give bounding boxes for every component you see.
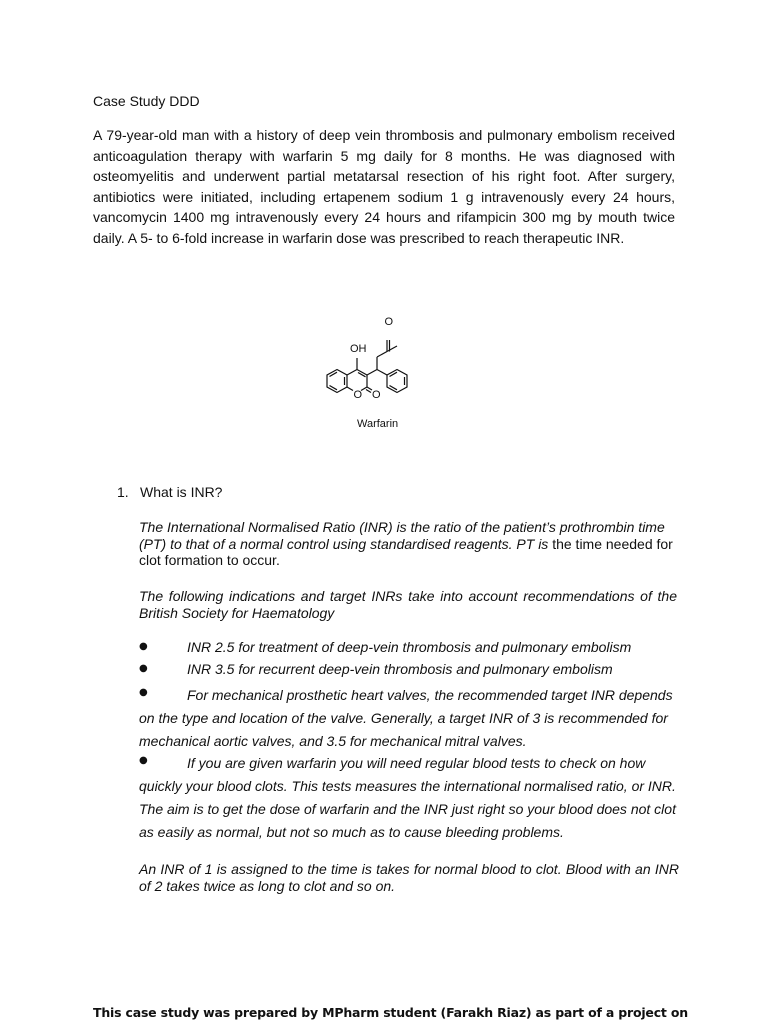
bullet-marker: ● (139, 755, 148, 766)
inr-definition-italic: The International Normalised Ratio (INR) is the ratio of the patient’s prothrombin time (PT) to that of a normal control using standardised reagents. PT is (139, 519, 665, 552)
bullet-item: If you are given warfarin you will need regular blood tests to check on how quickly your blood clots. This tests measures the international normalised ratio, or INR. The aim is to get the dose of warfarin and the INR just right so your blood does not clot as easily as normal, but not so much as to cause bleeding problems. (139, 755, 676, 840)
case-description: A 79-year-old man with a history of deep vein thrombosis and pulmonary embolism received anticoagulation therapy with warfarin 5 mg daily for 8 months. He was diagnosed with osteomyelitis and underwent partial metatarsal resection of his right foot. After surgery, antibiotics were initiated, including ertapenem sodium 1 g intravenously every 24 hours, vancomycin 1400 mg intravenously every 24 hours and rifampicin 300 mg by mouth twice daily. A 5- to 6-fold increase in warfarin dose was prescribed to reach therapeutic INR. (93, 127, 675, 246)
carbonyl-oxygen-label: O (372, 389, 381, 401)
ring-oxygen-label: O (353, 389, 363, 401)
indications-intro: The following indications and target INRs take into account recommendations of the British Society for Haematology (139, 588, 677, 621)
inr-note: An INR of 1 is assigned to the time is takes for normal blood to clot. Blood with an INR of 2 takes twice as long to clot and so on. (139, 861, 679, 894)
footer-credit: This case study was prepared by MPharm student (Farakh Riaz) as part of a project on (93, 1005, 688, 1020)
oh-label: OH (350, 343, 367, 355)
inr-definition (139, 519, 679, 569)
question-number: 1. (117, 484, 129, 500)
bullet-marker: ● (139, 663, 148, 674)
bullet-marker: ● (139, 687, 148, 698)
bullet-item: For mechanical prosthetic heart valves, the recommended target INR depends on the type and location of the valve. Generally, a target INR of 3 is recommended for mechanical aortic valves, and 3.5 for mechanical mitral valves. (139, 687, 673, 749)
inr-definition-normal: the time needed for clot formation to occur. (139, 535, 673, 568)
bullet-item: INR 3.5 for recurrent deep-vein thrombosis and pulmonary embolism (187, 661, 613, 677)
bullet-marker: ● (139, 641, 148, 652)
bullet-item: INR 2.5 for treatment of deep-vein thrombosis and pulmonary embolism (187, 639, 632, 655)
warfarin-structure-diagram (316, 310, 456, 410)
figure-caption: Warfarin (357, 418, 399, 430)
page-title: Case Study DDD (93, 93, 200, 109)
question-text: What is INR? (140, 484, 223, 500)
ketone-oxygen-label: O (384, 316, 394, 328)
